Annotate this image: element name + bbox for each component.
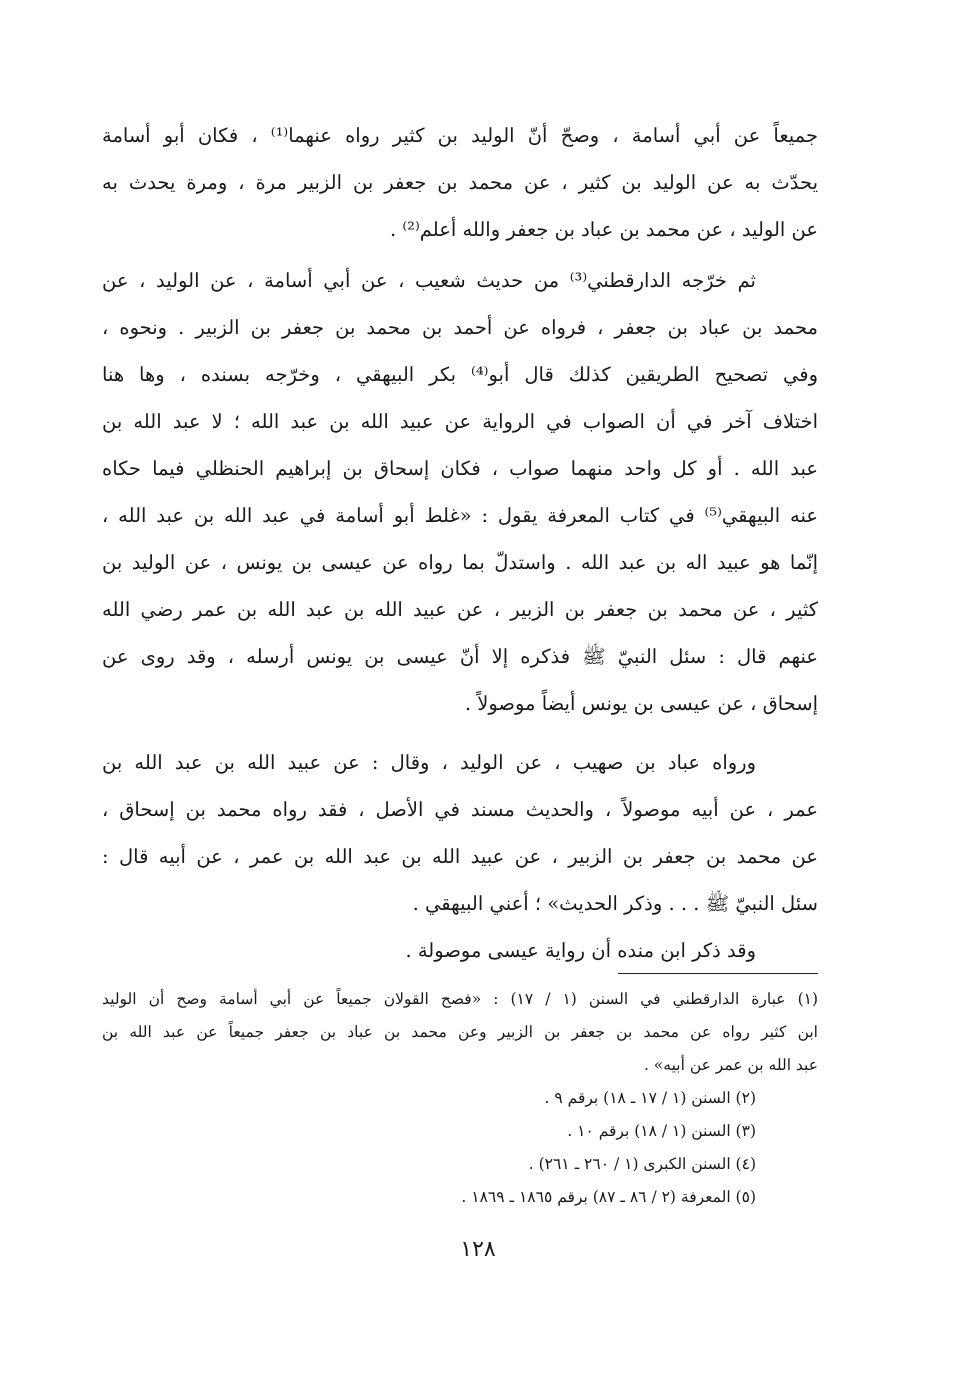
footnote-line: (٢) السنن (١ / ١٧ ـ ١٨) برقم ٩ . bbox=[544, 1089, 756, 1107]
footnote-line: (١) عبارة الدارقطني في السنن (١ / ١٧) : «فصح القولان جميعاً عن أبي أسامة وصح أن الوليد bbox=[102, 990, 818, 1008]
body-line: عن محمد بن جعفر بن الزبير ، عن عبيد الله بن عبد الله بن عمر ، عن أبيه قال : bbox=[102, 845, 818, 868]
body-line: عن الوليد ، عن محمد بن عباد بن جعفر والله أعلم⁽²⁾ . bbox=[389, 218, 818, 241]
body-line: اختلاف آخر في أن الصواب في الرواية عن عبيد الله بن عبد الله ؛ لا عبد الله بن bbox=[102, 410, 818, 433]
footnote-line: (٥) المعرفة (٢ / ٨٦ ـ ٨٧) برقم ١٨٦٥ ـ ١٨٦٩ . bbox=[461, 1188, 756, 1206]
footnote-line: عبد الله بن عمر عن أبيه» . bbox=[643, 1056, 818, 1074]
footnote-line: (٣) السنن (١ / ١٨) برقم ١٠ . bbox=[567, 1122, 756, 1140]
footnote-divider bbox=[618, 973, 818, 974]
body-line: وفي تصحيح الطريقين كذلك قال أبو⁽⁴⁾ بكر البيهقي ، وخرّجه بسنده ، وها هنا bbox=[102, 363, 818, 386]
footnotes bbox=[102, 983, 818, 1214]
body-line: إسحاق ، عن عيسى بن يونس أيضاً موصولاً . bbox=[464, 692, 818, 715]
body-line: وقد ذكر ابن منده أن رواية عيسى موصولة . bbox=[405, 939, 756, 962]
body-line: إنّما هو عبيد اله بن عبد الله . واستدلّ بما رواه عن عيسى بن يونس ، عن الوليد بن bbox=[102, 551, 818, 574]
main-text bbox=[102, 112, 818, 974]
body-line: عبد الله . أو كل واحد منهما صواب ، فكان إسحاق بن إبراهيم الحنظلي فيما حكاه bbox=[102, 457, 818, 480]
body-line: عنه البيهقي⁽⁵⁾ في كتاب المعرفة يقول : «غلط أبو أسامة في عبد الله بن عبد الله ، bbox=[102, 504, 818, 527]
footnote-line: ابن كثير رواه عن محمد بن جعفر بن الزبير وعن محمد بن عباد بن جعفر جميعاً عن عبد الله بن bbox=[102, 1023, 818, 1041]
body-line: ورواه عباد بن صهيب ، عن الوليد ، وقال : عن عبيد الله بن عبد الله بن bbox=[102, 751, 756, 774]
footnote-line: (٤) السنن الكبرى (١ / ٢٦٠ ـ ٢٦١) . bbox=[528, 1155, 756, 1173]
body-line: عنهم قال : سئل النبيّ ﷺ فذكره إلا أنّ عيسى بن يونس أرسله ، وقد روى عن bbox=[102, 645, 818, 668]
body-line: محمد بن عباد بن جعفر ، فرواه عن أحمد بن محمد بن جعفر بن الزبير . ونحوه ، bbox=[102, 316, 818, 339]
body-line: ثم خرّجه الدارقطني⁽³⁾ من حديث شعيب ، عن أبي أسامة ، عن الوليد ، عن bbox=[102, 269, 756, 292]
body-line: عمر ، عن أبيه موصولاً ، والحديث مسند في الأصل ، فقد رواه محمد بن إسحاق ، bbox=[102, 798, 818, 821]
body-line: سئل النبيّ ﷺ . . . وذكر الحديث» ؛ أعني البيهقي . bbox=[412, 892, 818, 915]
body-line: يحدّث به عن الوليد بن كثير ، عن محمد بن جعفر بن الزبير مرة ، ومرة يحدث به bbox=[102, 171, 818, 194]
body-line: كثير ، عن محمد بن جعفر بن الزبير ، عن عبيد الله بن عبد الله بن عمر رضي الله bbox=[102, 598, 818, 621]
body-line: جميعاً عن أبي أسامة ، وصحّ أنّ الوليد بن كثير رواه عنهما⁽¹⁾ ، فكان أبو أسامة bbox=[102, 124, 818, 147]
page-number: ١٢٨ bbox=[460, 1237, 496, 1262]
